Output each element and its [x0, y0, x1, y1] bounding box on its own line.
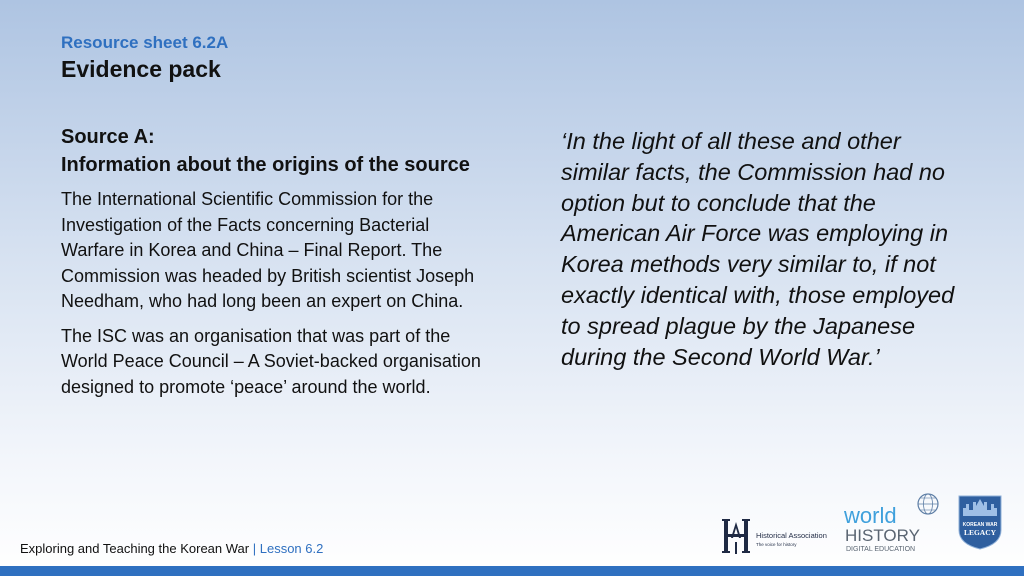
- wh-word-history: HISTORY: [845, 526, 920, 545]
- footer: [20, 541, 323, 556]
- historical-association-logo: [722, 516, 832, 556]
- footer-separator: |: [252, 541, 257, 556]
- bottom-accent-bar: [0, 566, 1024, 576]
- source-heading-label: Source A:: [61, 126, 155, 148]
- wh-word-digital: DIGITAL EDUCATION: [846, 546, 916, 553]
- source-panel: [61, 123, 481, 409]
- source-paragraph-origin: The International Scientific Commission for the Investigation of the Facts concerning Bacterial Warfare in Korea and China – Final Report. The Commission was headed by British scientist Joseph Needham, who had long been an expert on China.: [61, 189, 475, 311]
- page-title: Evidence pack: [61, 56, 221, 82]
- kwl-line2: LEGACY: [963, 528, 997, 537]
- kwl-line1: KOREAN WAR: [962, 522, 998, 528]
- footer-lesson: Lesson 6.2: [259, 541, 324, 556]
- sheet-label: Resource sheet 6.2A: [61, 33, 229, 52]
- ha-tagline: The voice for history: [756, 542, 797, 547]
- source-heading: [61, 123, 481, 179]
- footer-course: Exploring and Teaching the Korean War: [20, 541, 250, 556]
- ha-name: Historical Association: [756, 531, 827, 540]
- source-quote: ‘In the light of all these and other similar facts, the Commission had no option but to conclude that the American Air Force was employing in Korea methods very similar to, if not exactly identical with, those employed to spread plague by the Japanese during the Second World War.’: [561, 128, 955, 370]
- wh-word-world: world: [844, 503, 897, 528]
- world-history-logo: [842, 492, 940, 554]
- source-paragraph-isc: The ISC was an organisation that was part of the World Peace Council – A Soviet-backed organisation designed to promote ‘peace’ around the world.: [61, 325, 481, 397]
- korean-war-legacy-logo: [955, 494, 1005, 550]
- source-heading-subtitle: Information about the origins of the source: [61, 154, 470, 176]
